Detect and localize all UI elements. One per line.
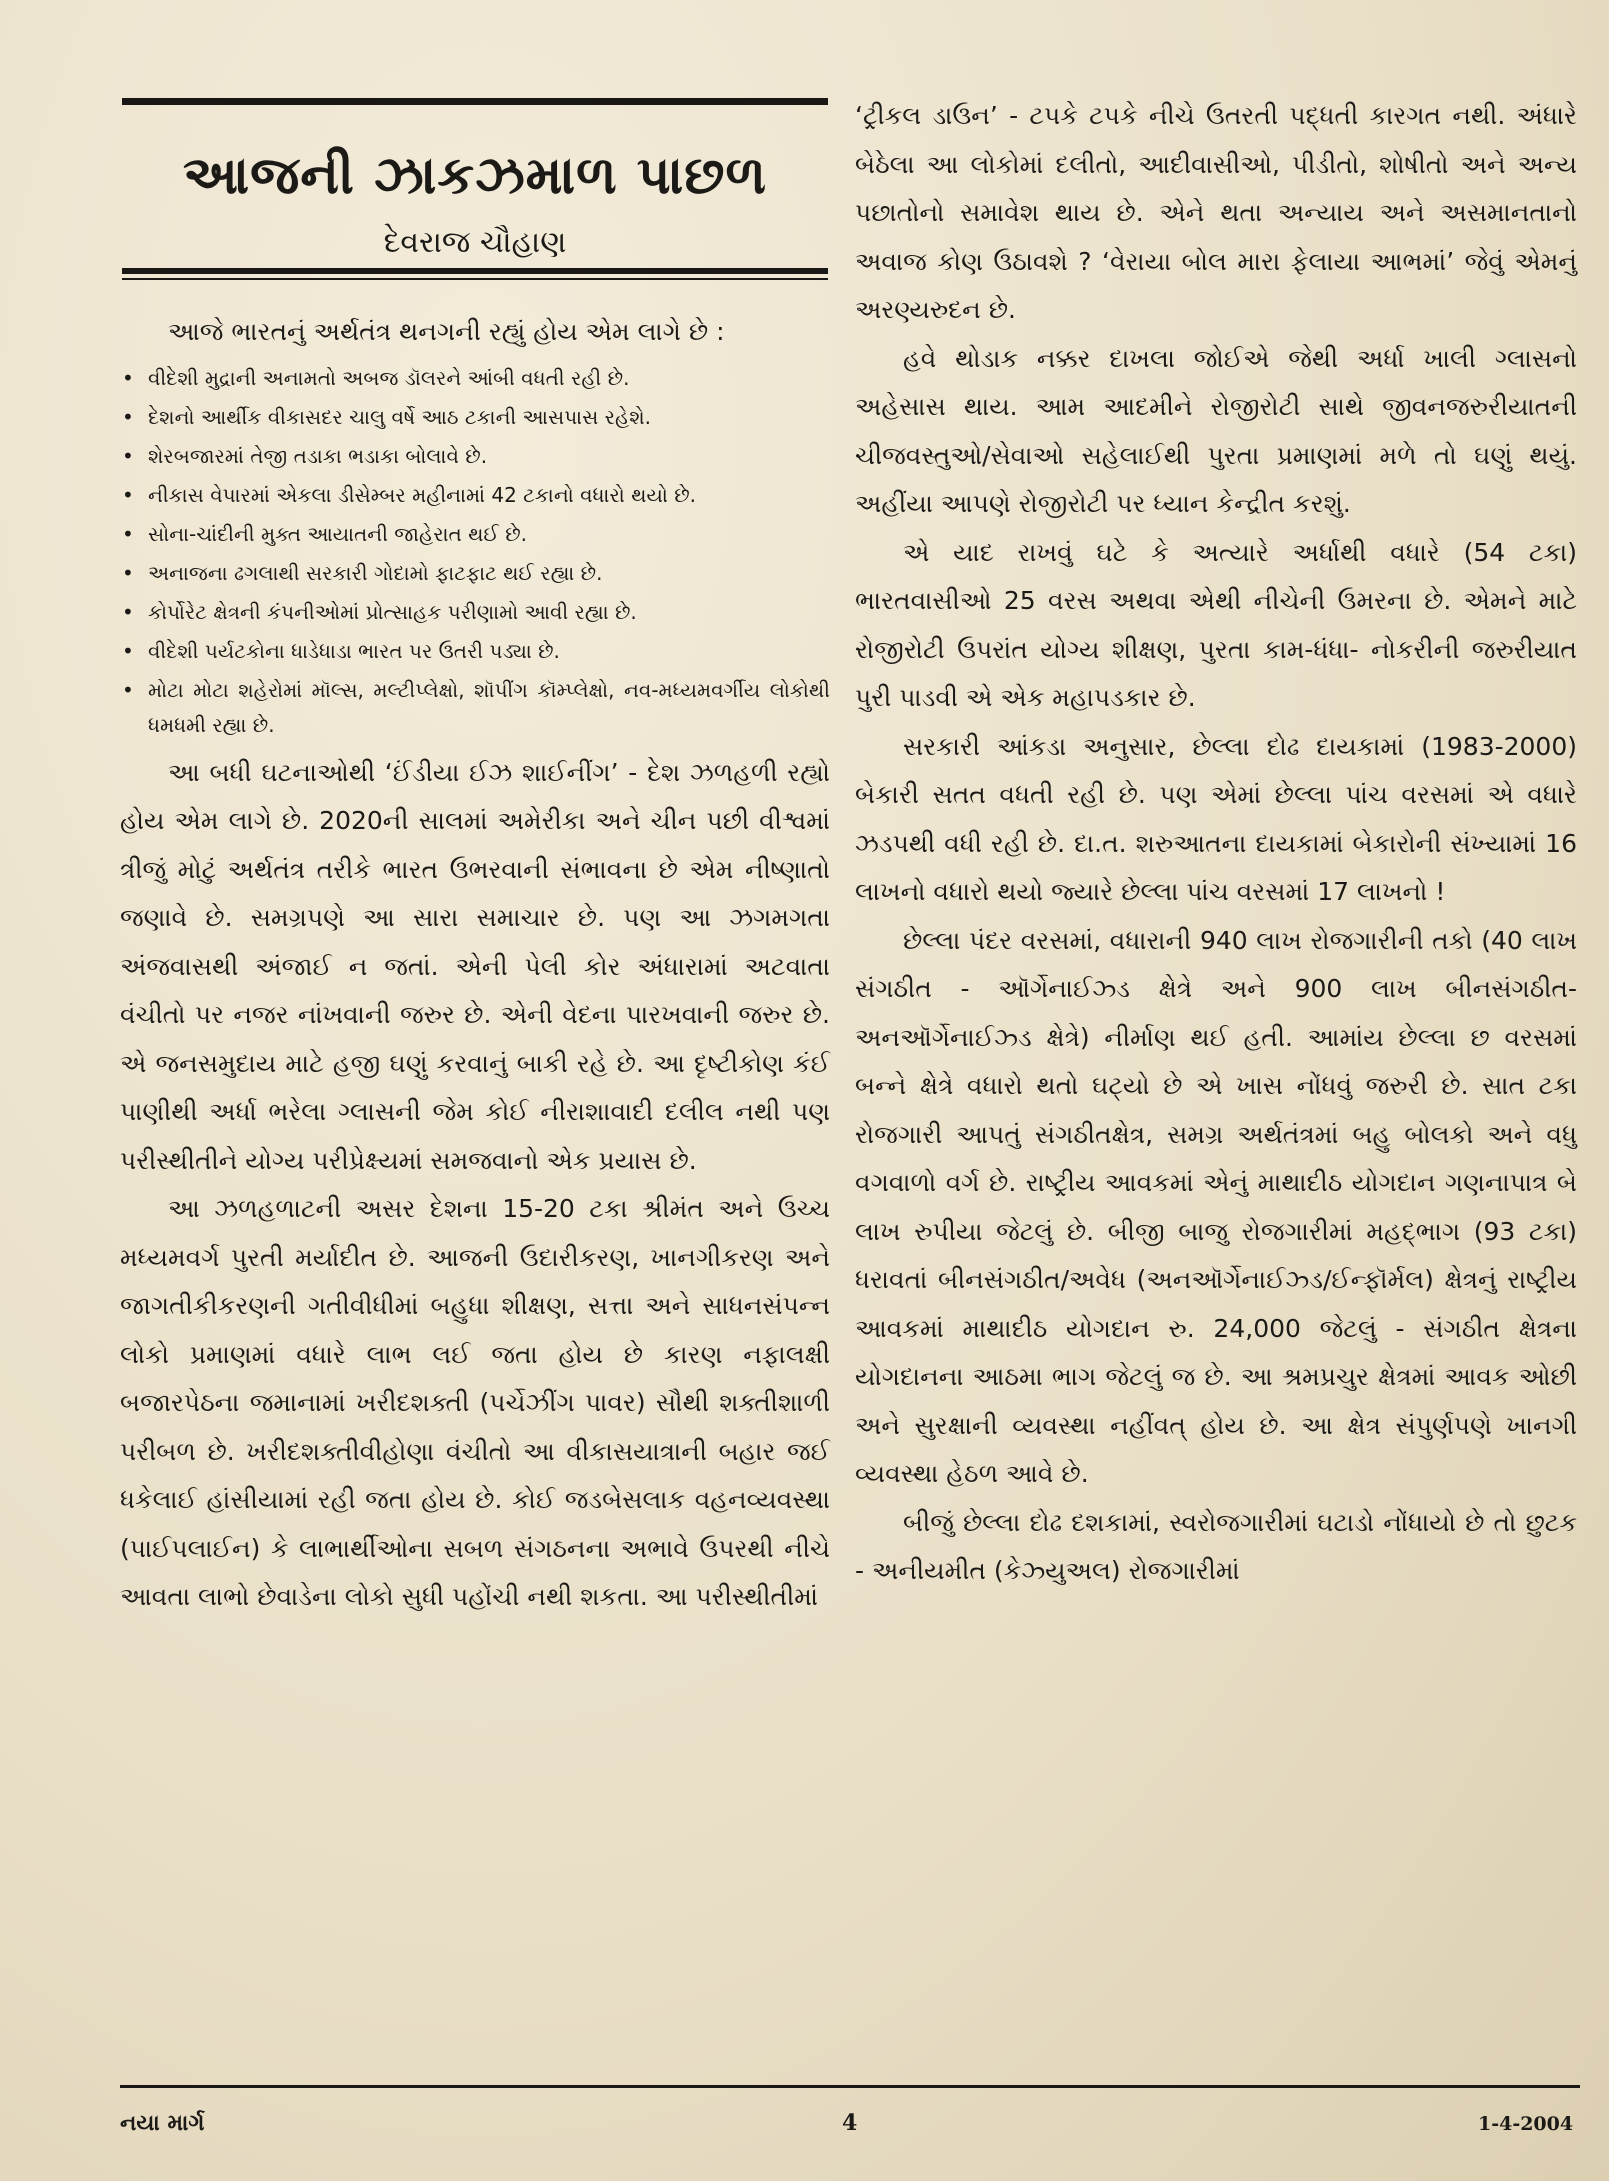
footer-rule [120,2085,1580,2088]
body-paragraph: આ ઝળહળાટની અસર દેશના 15-20 ટકા શ્રીમંત અને ઉચ્ચ મધ્યમવર્ગ પુરતી મર્યાદીત છે. આજની ઉદારીકરણ, ખાનગીકરણ અને જાગતીકીકરણની ગતીવીધીમાં બહુધા શીક્ષણ, સત્તા અને સાધનસંપન્ન લોકો પ્રમાણમાં વધારે લાભ લઈ જતા હોય છે કારણ નફાલક્ષી બજારપેઠના જમાનામાં ખરીદશક્તી (પર્ચેઝીંગ પાવર) સૌથી શક્તીશાળી પરીબળ છે. ખરીદશક્તીવીહોણા વંચીતો આ વીકાસયાત્રાની બહાર જઈ ધકેલાઈ હાંસીયામાં રહી જતા હોય છે. કોઈ જડબેસલાક વહનવ્યવસ્થા (પાઈપલાઈન) કે લાભાર્થીઓના સબળ સંગઠનના અભાવે ઉપરથી નીચે આવતા લાભો છેવાડેના લોકો સુધી પહોંચી નથી શકતા. આ પરીસ્થીતીમાં [120,1194,830,1611]
bullet-icon: • [122,482,134,507]
bullet-item: • કોર્પોરેટ ક્ષેત્રની કંપનીઓમાં પ્રોત્સાહક પરીણામો આવી રહ્યા છે. [120,595,830,630]
bullet-item: • દેશનો આર્થીક વીકાસદર ચાલુ વર્ષે આઠ ટકાની આસપાસ રહેશે. [120,400,830,435]
bullet-icon: • [122,638,134,663]
bullet-icon: • [122,521,134,546]
body-paragraph: હવે થોડાક નક્કર દાખલા જોઈએ જેથી અર્ધા ખાલી ગ્લાસનો અહેસાસ થાય. આમ આદમીને રોજીરોટી સાથે જીવનજરુરીયાતની ચીજવસ્તુઓ/સેવાઓ સહેલાઈથી પુરતા પ્રમાણમાં મળે તો ઘણું થયું. અહીંયા આપણે રોજીરોટી પર ધ્યાન કેન્દ્રીત કરશું. [855,343,1577,518]
footer-date: 1-4-2004 [1478,2113,1574,2135]
body-paragraph: છેલ્લા પંદર વરસમાં, વધારાની 940 લાખ રોજગારીની તકો (40 લાખ સંગઠીત - ઑર્ગેનાઈઝ્ડ ક્ષેત્રે અને 900 લાખ બીનસંગઠીત-અનઑર્ગેનાઈઝ્ડ ક્ષેત્રે) નીર્માણ થઈ હતી. આમાંય છેલ્લા છ વરસમાં બન્ને ક્ષેત્રે વધારો થતો ઘટ્યો છે એ ખાસ નોંધવું જરુરી છે. સાત ટકા રોજગારી આપતું સંગઠીતક્ષેત્ર, સમગ્ર અર્થતંત્રમાં બહુ બોલકો અને વધુ વગવાળો વર્ગ છે. રાષ્ટ્રીય આવકમાં એનું માથાદીઠ યોગદાન ગણનાપાત્ર બે લાખ રુપીયા જેટલું છે. બીજી બાજુ રોજગારીમાં મહદ્ભાગ (93 ટકા) ધરાવતાં બીનસંગઠીત/અવેધ (અનઑર્ગેનાઈઝ્ડ/ઈન્ફૉર્મલ) ક્ષેત્રનું રાષ્ટ્રીય આવકમાં માથાદીઠ યોગદાન રુ. 24,000 જેટલું - સંગઠીત ક્ષેત્રના યોગદાનના આઠમા ભાગ જેટલું જ છે. આ શ્રમપ્રચુર ક્ષેત્રમાં આવક ઓછી અને સુરક્ષાની વ્યવસ્થા નહીંવત્ હોય છે. આ ક્ષેત્ર સંપુર્ણપણે ખાનગી વ્યવસ્થા હેઠળ આવે છે. [855,925,1577,1488]
footer-publication-name: નયા માર્ગ [120,2110,205,2136]
bullet-icon: • [122,677,134,702]
right-column [855,92,1577,1596]
bullet-item: • વીદેશી મુદ્રાની અનામતો અબજ ડૉલરને આંબી વધતી રહી છે. [120,361,830,396]
bullet-icon: • [122,560,134,585]
bullet-item: • અનાજના ઢગલાથી સરકારી ગોદામો ફાટફાટ થઈ રહ્યા છે. [120,556,830,591]
left-column [120,92,830,1622]
bullet-icon: • [122,404,134,429]
footer-page-number: 4 [842,2110,858,2136]
bullet-item: • શેરબજારમાં તેજી તડાકા ભડાકા બોલાવે છે. [120,439,830,474]
bullet-icon: • [122,599,134,624]
bullet-icon: • [122,443,134,468]
body-paragraph: એ યાદ રાખવું ઘટે કે અત્યારે અર્ધાથી વધારે (54 ટકા) ભારતવાસીઓ 25 વરસ અથવા એથી નીચેની ઉમરના છે. એમને માટે રોજીરોટી ઉપરાંત યોગ્ય શીક્ષણ, પુરતા કામ-ધંધા- નોકરીની જરુરીયાત પુરી પાડવી એ એક મહાપડકાર છે. [855,537,1577,712]
article-author: દેવરાજ ચૌહાણ [383,225,567,260]
bullet-list [120,361,830,743]
body-paragraph: બીજું છેલ્લા દોઢ દશકામાં, સ્વરોજગારીમાં ઘટાડો નોંધાયો છે તો છુટક - અનીયમીત (કેઝ્યુઅલ) રોજગારીમાં [855,1507,1577,1585]
bullet-item: • નીકાસ વેપારમાં એકલા ડીસેમ્બર મહીનામાં 42 ટકાનો વધારો થયો છે. [120,478,830,513]
body-paragraph: આ બધી ઘટનાઓથી ‘ઈંડીયા ઈઝ શાઈનીંગ’ - દેશ ઝળહળી રહ્યો હોય એમ લાગે છે. 2020ની સાલમાં અમેરીકા અને ચીન પછી વીશ્વમાં ત્રીજું મોટું અર્થતંત્ર તરીકે ભારત ઉભરવાની સંભાવના છે એમ નીષ્ણાતો જણાવે છે. સમગ્રપણે આ સારા સમાચાર છે. પણ આ ઝગમગતા અંજવાસથી અંજાઈ ન જતાં. એની પેલી કોર અંધારામાં અટવાતા વંચીતો પર નજર નાંખવાની જરુર છે. એની વેદના પારખવાની જરુર છે. એ જનસમુદાય માટે હજી ઘણું કરવાનું બાકી રહે છે. આ દૃષ્ટીકોણ કંઈ પાણીથી અર્ધા ભરેલા ગ્લાસની જેમ કોઈ નીરાશાવાદી દલીલ નથી પણ પરીસ્થીતીને યોગ્ય પરીપ્રેક્ષ્યમાં સમજવાનો એક પ્રયાસ છે. [120,757,830,1175]
article-title: આજની ઝાકઝમાળ પાછળ [182,146,768,206]
bullet-item: • વીદેશી પર્યટકોના ધાડેધાડા ભારત પર ઉતરી પડ્યા છે. [120,634,830,669]
body-paragraph-continued: ‘ટ્રીકલ ડાઉન’ - ટપકે ટપકે નીચે ઉતરતી પદ્ધતી કારગત નથી. અંધારે બેઠેલા આ લોકોમાં દલીતો, આદીવાસીઓ, પીડીતો, શોષીતો અને અન્ય પછાતોનો સમાવેશ થાય છે. એને થતા અન્યાય અને અસમાનતાનો અવાજ કોણ ઉઠાવશે ? ‘વેરાયા બોલ મારા ફેલાયા આભમાં’ જેવું એમનું અરણ્યરુદન છે. [855,101,1577,324]
body-paragraph: સરકારી આંકડા અનુસાર, છેલ્લા દોઢ દાયકામાં (1983-2000) બેકારી સતત વધતી રહી છે. પણ એમાં છેલ્લા પાંચ વરસમાં એ વધારે ઝડપથી વધી રહી છે. દા.ત. શરુઆતના દાયકામાં બેકારોની સંખ્યામાં 16 લાખનો વધારો થયો જ્યારે છેલ્લા પાંચ વરસમાં 17 લાખનો ! [855,731,1577,906]
bullet-icon: • [122,365,134,390]
bullet-item: • સોના-ચાંદીની મુક્ત આયાતની જાહેરાત થઈ છે. [120,517,830,552]
intro-paragraph: આજે ભારતનું અર્થતંત્ર થનગની રહ્યું હોય એમ લાગે છે : [168,317,725,346]
bullet-item: • મોટા મોટા શહેરોમાં મૉલ્સ, મલ્ટીપ્લેક્ષો, શૉપીંગ કૉમ્પ્લેક્ષો, નવ-મધ્યમવર્ગીય લોકોથી ધમધમી રહ્યા છે. [120,673,830,743]
